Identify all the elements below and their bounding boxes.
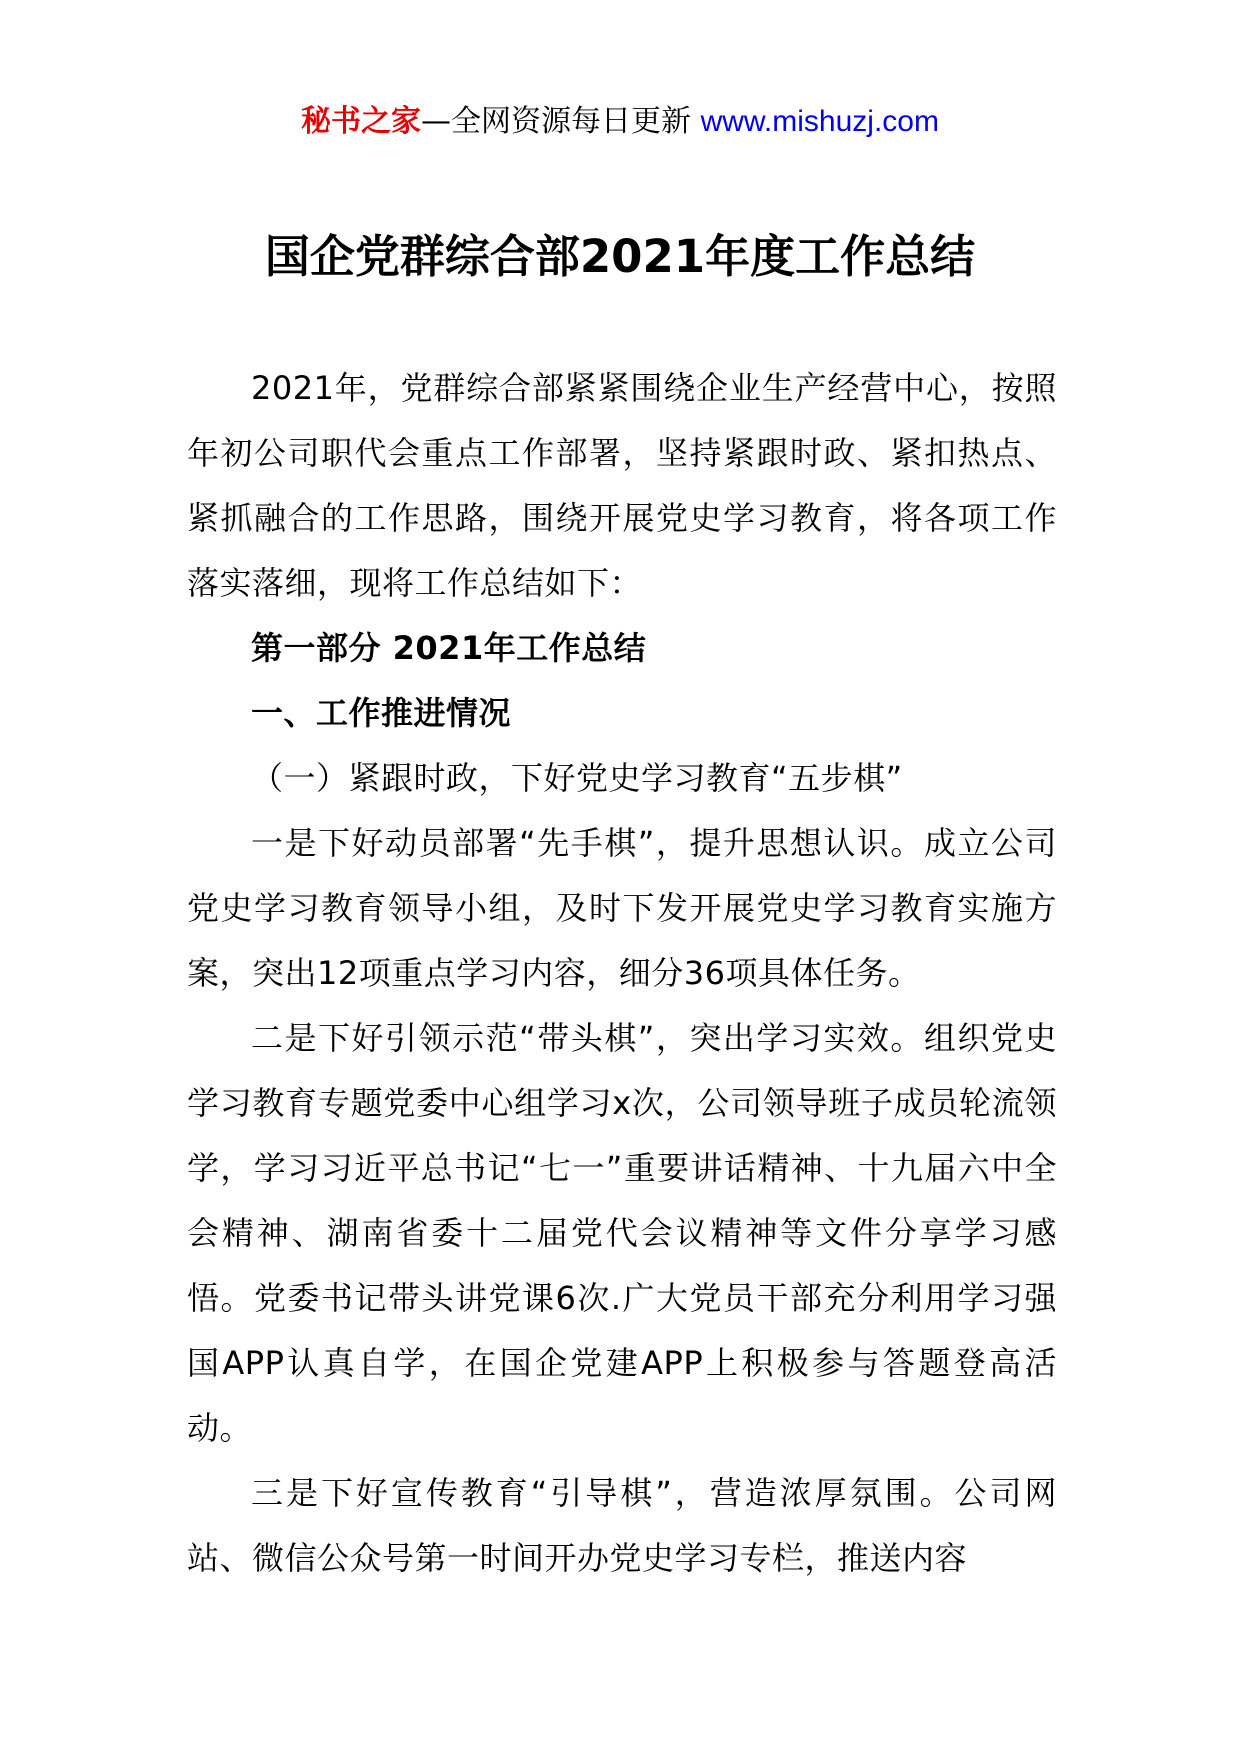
section-heading: 一、工作推进情况: [251, 694, 512, 732]
site-header: [0, 100, 1240, 144]
subsection-heading: （一）紧跟时政，下好党史学习教育“五步棋”: [251, 759, 903, 797]
intro-paragraph: 2021年，党群综合部紧紧围绕企业生产经营中心，按照年初公司职代会重点工作部署，坚持紧跟时政、紧扣热点、紧抓融合的工作思路，围绕开展党史学习教育，将各项工作落实落细，现将工作总结如下：: [187, 369, 1057, 602]
document-title: 国企党群综合部2021年度工作总结: [264, 230, 976, 283]
body-paragraph-2: 二是下好引领示范“带头棋”，突出学习实效。组织党史学习教育专题党委中心组学习x次，公司领导班子成员轮流领学，学习习近平总书记“七一”重要讲话精神、十九届六中全会精神、湖南省委十二届党代会议精神等文件分享学习感悟。党委书记带头讲党课6次.广大党员干部充分利用学习强国APP认真自学，在国企党建APP上积极参与答题登高活动。: [187, 1019, 1057, 1447]
site-url-link[interactable]: www.mishuzj.com: [700, 105, 939, 138]
brand-name: 秘书之家: [301, 104, 422, 139]
body-paragraph-3: 三是下好宣传教育“引导棋”，营造浓厚氛围。公司网站、微信公众号第一时间开办党史学习专栏，推送内容: [187, 1474, 1057, 1577]
part-heading: 第一部分 2021年工作总结: [251, 629, 647, 667]
document-body: [187, 356, 1057, 1591]
site-tagline: —全网资源每日更新: [421, 104, 692, 139]
body-paragraph-1: 一是下好动员部署“先手棋”，提升思想认识。成立公司党史学习教育领导小组，及时下发开展党史学习教育实施方案，突出12项重点学习内容，细分36项具体任务。: [187, 824, 1057, 992]
